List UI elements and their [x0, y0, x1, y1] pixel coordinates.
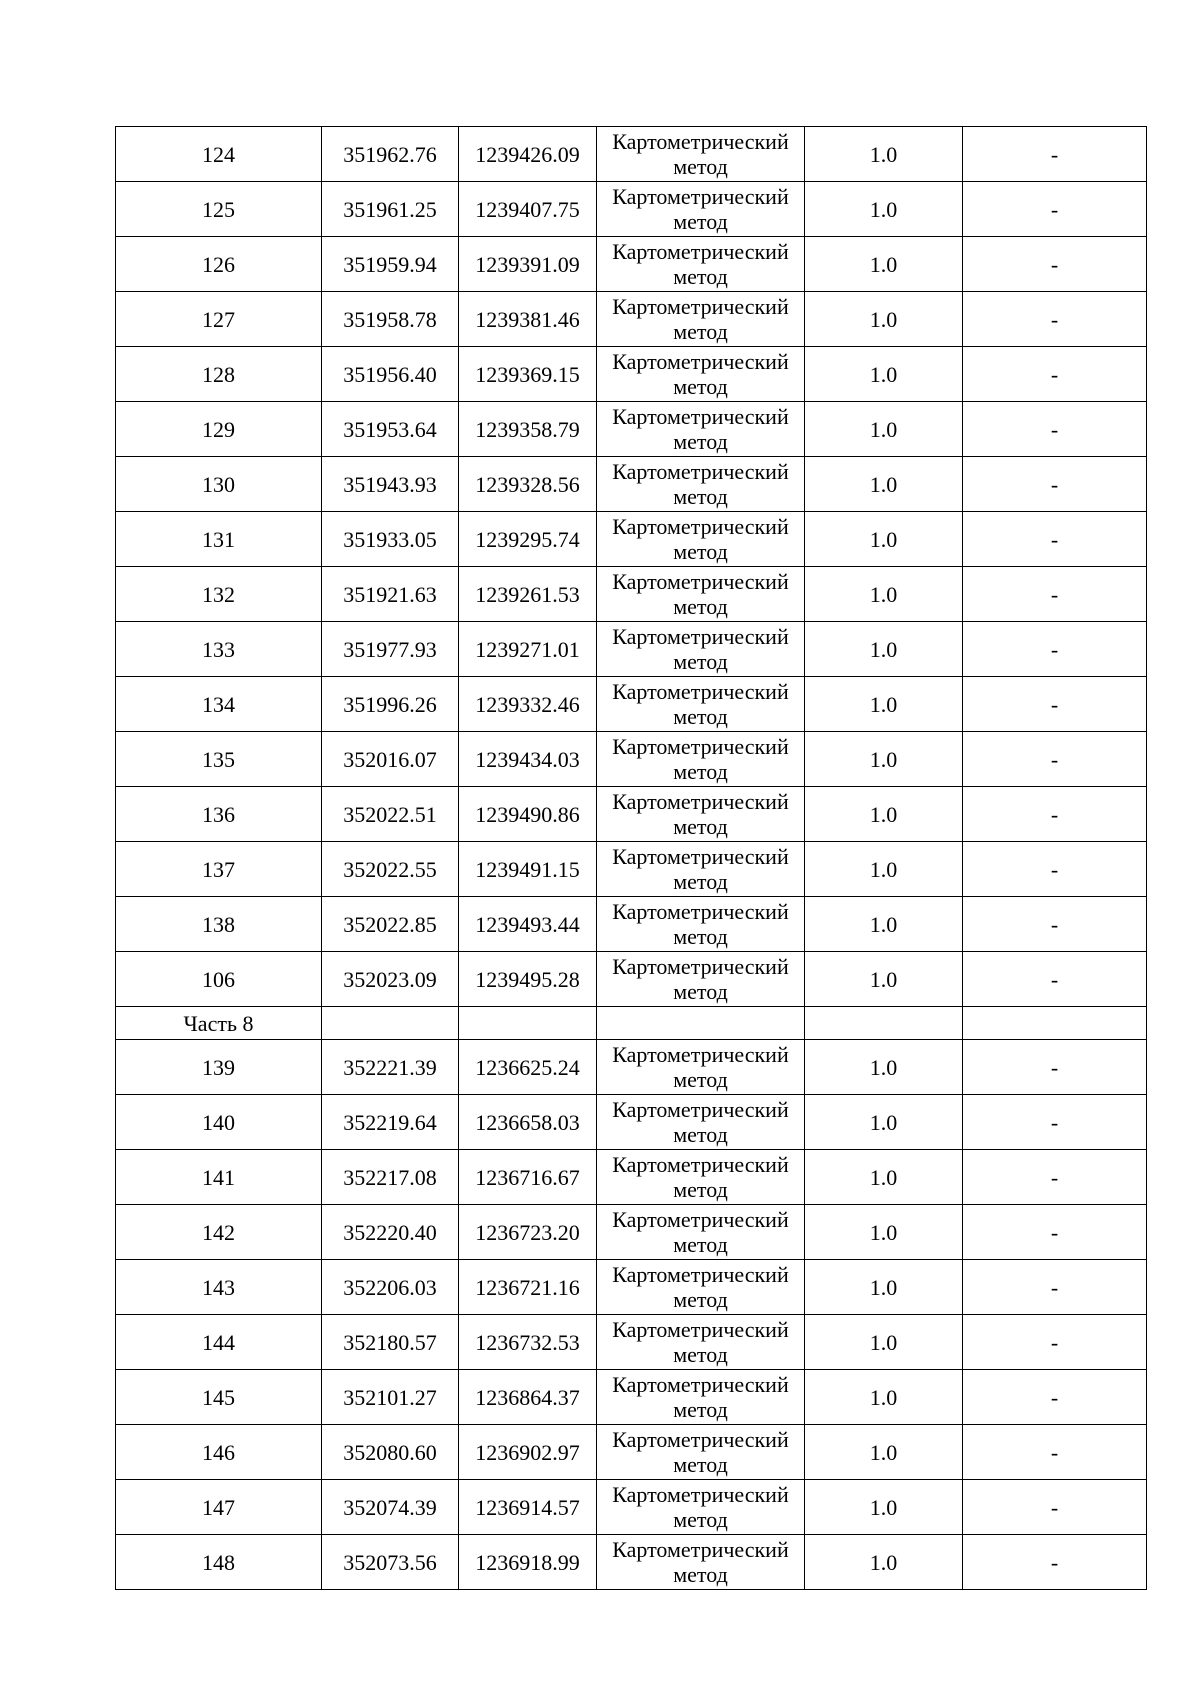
description-cell: -	[963, 1425, 1147, 1480]
table-row	[116, 677, 1147, 732]
x-coordinate-cell: 351943.93	[322, 457, 459, 512]
description-cell: -	[963, 292, 1147, 347]
y-coordinate-cell: 1239495.28	[459, 952, 597, 1007]
precision-cell: 1.0	[805, 292, 963, 347]
method-line-1: Картометрический	[612, 1537, 789, 1562]
precision-cell: 1.0	[805, 347, 963, 402]
point-number-cell: 133	[116, 622, 322, 677]
method-cell	[597, 567, 805, 622]
description-cell: -	[963, 182, 1147, 237]
precision-cell: 1.0	[805, 1150, 963, 1205]
table-row	[116, 1315, 1147, 1370]
table-row	[116, 952, 1147, 1007]
method-line-1: Картометрический	[612, 899, 789, 924]
method-line-1: Картометрический	[612, 129, 789, 154]
point-number-cell: 135	[116, 732, 322, 787]
x-coordinate-cell: 352219.64	[322, 1095, 459, 1150]
precision-cell: 1.0	[805, 1315, 963, 1370]
method-cell	[597, 1535, 805, 1590]
method-line-2: метод	[673, 924, 728, 949]
table-row	[116, 512, 1147, 567]
y-coordinate-cell: 1239295.74	[459, 512, 597, 567]
method-line-2: метод	[673, 759, 728, 784]
table-row	[116, 567, 1147, 622]
precision-cell: 1.0	[805, 457, 963, 512]
precision-cell: 1.0	[805, 1480, 963, 1535]
method-line-1: Картометрический	[612, 459, 789, 484]
description-cell: -	[963, 127, 1147, 182]
method-cell	[597, 1260, 805, 1315]
method-cell	[597, 1205, 805, 1260]
method-cell	[597, 402, 805, 457]
precision-cell: 1.0	[805, 182, 963, 237]
table-row	[116, 457, 1147, 512]
y-coordinate-cell: 1239391.09	[459, 237, 597, 292]
y-coordinate-cell: 1236721.16	[459, 1260, 597, 1315]
y-coordinate-cell: 1236625.24	[459, 1040, 597, 1095]
method-line-2: метод	[673, 374, 728, 399]
method-line-1: Картометрический	[612, 239, 789, 264]
y-coordinate-cell: 1239369.15	[459, 347, 597, 402]
table-row	[116, 1370, 1147, 1425]
point-number-cell: 125	[116, 182, 322, 237]
precision-cell: 1.0	[805, 1095, 963, 1150]
method-line-1: Картометрический	[612, 1317, 789, 1342]
table-row	[116, 1260, 1147, 1315]
point-number-cell: 143	[116, 1260, 322, 1315]
table-row	[116, 1480, 1147, 1535]
method-line-2: метод	[673, 209, 728, 234]
description-cell: -	[963, 512, 1147, 567]
method-cell	[597, 512, 805, 567]
x-coordinate-cell: 352220.40	[322, 1205, 459, 1260]
method-line-1: Картометрический	[612, 1372, 789, 1397]
method-line-1: Картометрический	[612, 1207, 789, 1232]
point-number-cell: 136	[116, 787, 322, 842]
coordinates-table	[115, 126, 1147, 1590]
x-coordinate-cell: 351956.40	[322, 347, 459, 402]
point-number-cell: 141	[116, 1150, 322, 1205]
method-cell	[597, 1150, 805, 1205]
precision-cell: 1.0	[805, 512, 963, 567]
method-line-1: Картометрический	[612, 1097, 789, 1122]
point-number-cell: 140	[116, 1095, 322, 1150]
precision-cell: 1.0	[805, 842, 963, 897]
x-coordinate-cell: 351921.63	[322, 567, 459, 622]
method-cell	[597, 732, 805, 787]
table-row	[116, 1040, 1147, 1095]
precision-cell: 1.0	[805, 567, 963, 622]
x-coordinate-cell: 352180.57	[322, 1315, 459, 1370]
y-coordinate-cell: 1236902.97	[459, 1425, 597, 1480]
table-row	[116, 1535, 1147, 1590]
method-line-2: метод	[673, 1067, 728, 1092]
description-cell: -	[963, 952, 1147, 1007]
table-row	[116, 127, 1147, 182]
method-line-2: метод	[673, 1452, 728, 1477]
empty-cell	[322, 1007, 459, 1040]
point-number-cell: 128	[116, 347, 322, 402]
x-coordinate-cell: 351959.94	[322, 237, 459, 292]
method-line-2: метод	[673, 1397, 728, 1422]
y-coordinate-cell: 1239381.46	[459, 292, 597, 347]
method-line-1: Картометрический	[612, 1042, 789, 1067]
y-coordinate-cell: 1239407.75	[459, 182, 597, 237]
method-line-2: метод	[673, 979, 728, 1004]
method-cell	[597, 127, 805, 182]
table-row	[116, 237, 1147, 292]
precision-cell: 1.0	[805, 622, 963, 677]
description-cell: -	[963, 897, 1147, 952]
precision-cell: 1.0	[805, 127, 963, 182]
y-coordinate-cell: 1239328.56	[459, 457, 597, 512]
table-row	[116, 622, 1147, 677]
precision-cell: 1.0	[805, 897, 963, 952]
method-line-2: метод	[673, 1507, 728, 1532]
x-coordinate-cell: 351933.05	[322, 512, 459, 567]
method-line-2: метод	[673, 1177, 728, 1202]
point-number-cell: 134	[116, 677, 322, 732]
y-coordinate-cell: 1239332.46	[459, 677, 597, 732]
method-line-2: метод	[673, 649, 728, 674]
table-row	[116, 347, 1147, 402]
point-number-cell: 132	[116, 567, 322, 622]
precision-cell: 1.0	[805, 1260, 963, 1315]
y-coordinate-cell: 1236723.20	[459, 1205, 597, 1260]
method-line-1: Картометрический	[612, 679, 789, 704]
y-coordinate-cell: 1239491.15	[459, 842, 597, 897]
empty-cell	[459, 1007, 597, 1040]
method-line-1: Картометрический	[612, 514, 789, 539]
description-cell: -	[963, 1040, 1147, 1095]
description-cell: -	[963, 1095, 1147, 1150]
table-row	[116, 732, 1147, 787]
y-coordinate-cell: 1239426.09	[459, 127, 597, 182]
method-cell	[597, 622, 805, 677]
table-row	[116, 897, 1147, 952]
x-coordinate-cell: 351958.78	[322, 292, 459, 347]
method-line-2: метод	[673, 264, 728, 289]
point-number-cell: 148	[116, 1535, 322, 1590]
precision-cell: 1.0	[805, 1370, 963, 1425]
y-coordinate-cell: 1236864.37	[459, 1370, 597, 1425]
point-number-cell: 137	[116, 842, 322, 897]
y-coordinate-cell: 1239434.03	[459, 732, 597, 787]
method-line-1: Картометрический	[612, 349, 789, 374]
method-cell	[597, 1315, 805, 1370]
precision-cell: 1.0	[805, 732, 963, 787]
x-coordinate-cell: 352101.27	[322, 1370, 459, 1425]
point-number-cell: 106	[116, 952, 322, 1007]
x-coordinate-cell: 351961.25	[322, 182, 459, 237]
method-line-2: метод	[673, 1287, 728, 1312]
point-number-cell: 146	[116, 1425, 322, 1480]
section-row	[116, 1007, 1147, 1040]
point-number-cell: 130	[116, 457, 322, 512]
empty-cell	[805, 1007, 963, 1040]
method-cell	[597, 292, 805, 347]
point-number-cell: 145	[116, 1370, 322, 1425]
method-line-1: Картометрический	[612, 1262, 789, 1287]
description-cell: -	[963, 1315, 1147, 1370]
method-cell	[597, 1425, 805, 1480]
x-coordinate-cell: 352074.39	[322, 1480, 459, 1535]
empty-cell	[597, 1007, 805, 1040]
description-cell: -	[963, 402, 1147, 457]
method-line-2: метод	[673, 539, 728, 564]
point-number-cell: 144	[116, 1315, 322, 1370]
precision-cell: 1.0	[805, 1205, 963, 1260]
description-cell: -	[963, 622, 1147, 677]
point-number-cell: 127	[116, 292, 322, 347]
precision-cell: 1.0	[805, 1535, 963, 1590]
table-row	[116, 182, 1147, 237]
point-number-cell: 142	[116, 1205, 322, 1260]
method-cell	[597, 1040, 805, 1095]
x-coordinate-cell: 352080.60	[322, 1425, 459, 1480]
method-line-2: метод	[673, 154, 728, 179]
x-coordinate-cell: 352023.09	[322, 952, 459, 1007]
method-cell	[597, 347, 805, 402]
y-coordinate-cell: 1236716.67	[459, 1150, 597, 1205]
precision-cell: 1.0	[805, 952, 963, 1007]
description-cell: -	[963, 567, 1147, 622]
method-cell	[597, 787, 805, 842]
y-coordinate-cell: 1236658.03	[459, 1095, 597, 1150]
y-coordinate-cell: 1239358.79	[459, 402, 597, 457]
method-line-1: Картометрический	[612, 734, 789, 759]
y-coordinate-cell: 1236918.99	[459, 1535, 597, 1590]
method-line-1: Картометрический	[612, 1482, 789, 1507]
point-number-cell: 147	[116, 1480, 322, 1535]
x-coordinate-cell: 352217.08	[322, 1150, 459, 1205]
method-line-2: метод	[673, 1232, 728, 1257]
table-row	[116, 787, 1147, 842]
method-cell	[597, 1095, 805, 1150]
method-line-1: Картометрический	[612, 294, 789, 319]
method-line-2: метод	[673, 319, 728, 344]
y-coordinate-cell: 1236914.57	[459, 1480, 597, 1535]
table-row	[116, 402, 1147, 457]
precision-cell: 1.0	[805, 237, 963, 292]
method-line-2: метод	[673, 429, 728, 454]
description-cell: -	[963, 842, 1147, 897]
point-number-cell: 131	[116, 512, 322, 567]
method-line-1: Картометрический	[612, 184, 789, 209]
section-label: Часть 8	[116, 1007, 322, 1040]
x-coordinate-cell: 352016.07	[322, 732, 459, 787]
method-line-1: Картометрический	[612, 954, 789, 979]
table-row	[116, 1095, 1147, 1150]
x-coordinate-cell: 352206.03	[322, 1260, 459, 1315]
method-line-1: Картометрический	[612, 569, 789, 594]
method-line-1: Картометрический	[612, 844, 789, 869]
point-number-cell: 138	[116, 897, 322, 952]
description-cell: -	[963, 1480, 1147, 1535]
description-cell: -	[963, 1260, 1147, 1315]
method-line-2: метод	[673, 869, 728, 894]
y-coordinate-cell: 1239271.01	[459, 622, 597, 677]
description-cell: -	[963, 1370, 1147, 1425]
x-coordinate-cell: 352073.56	[322, 1535, 459, 1590]
point-number-cell: 124	[116, 127, 322, 182]
method-line-2: метод	[673, 594, 728, 619]
coordinates-table-body	[116, 127, 1147, 1590]
y-coordinate-cell: 1236732.53	[459, 1315, 597, 1370]
precision-cell: 1.0	[805, 402, 963, 457]
method-cell	[597, 182, 805, 237]
x-coordinate-cell: 351996.26	[322, 677, 459, 732]
method-cell	[597, 1480, 805, 1535]
table-row	[116, 1205, 1147, 1260]
y-coordinate-cell: 1239261.53	[459, 567, 597, 622]
table-row	[116, 842, 1147, 897]
description-cell: -	[963, 787, 1147, 842]
method-cell	[597, 1370, 805, 1425]
precision-cell: 1.0	[805, 1040, 963, 1095]
method-line-2: метод	[673, 1342, 728, 1367]
point-number-cell: 129	[116, 402, 322, 457]
empty-cell	[963, 1007, 1147, 1040]
method-cell	[597, 457, 805, 512]
x-coordinate-cell: 351977.93	[322, 622, 459, 677]
description-cell: -	[963, 1205, 1147, 1260]
x-coordinate-cell: 351962.76	[322, 127, 459, 182]
x-coordinate-cell: 351953.64	[322, 402, 459, 457]
method-line-1: Картометрический	[612, 1152, 789, 1177]
table-row	[116, 1425, 1147, 1480]
method-line-2: метод	[673, 704, 728, 729]
precision-cell: 1.0	[805, 1425, 963, 1480]
method-line-1: Картометрический	[612, 624, 789, 649]
point-number-cell: 126	[116, 237, 322, 292]
description-cell: -	[963, 1535, 1147, 1590]
method-cell	[597, 677, 805, 732]
method-cell	[597, 952, 805, 1007]
method-cell	[597, 842, 805, 897]
x-coordinate-cell: 352022.51	[322, 787, 459, 842]
precision-cell: 1.0	[805, 787, 963, 842]
table-row	[116, 1150, 1147, 1205]
method-cell	[597, 897, 805, 952]
method-line-1: Картометрический	[612, 404, 789, 429]
method-line-2: метод	[673, 484, 728, 509]
method-line-2: метод	[673, 1562, 728, 1587]
method-cell	[597, 237, 805, 292]
precision-cell: 1.0	[805, 677, 963, 732]
description-cell: -	[963, 1150, 1147, 1205]
x-coordinate-cell: 352022.85	[322, 897, 459, 952]
x-coordinate-cell: 352221.39	[322, 1040, 459, 1095]
table-row	[116, 292, 1147, 347]
method-line-2: метод	[673, 1122, 728, 1147]
x-coordinate-cell: 352022.55	[322, 842, 459, 897]
method-line-1: Картометрический	[612, 789, 789, 814]
y-coordinate-cell: 1239490.86	[459, 787, 597, 842]
description-cell: -	[963, 347, 1147, 402]
method-line-1: Картометрический	[612, 1427, 789, 1452]
y-coordinate-cell: 1239493.44	[459, 897, 597, 952]
method-line-2: метод	[673, 814, 728, 839]
description-cell: -	[963, 732, 1147, 787]
description-cell: -	[963, 457, 1147, 512]
description-cell: -	[963, 237, 1147, 292]
point-number-cell: 139	[116, 1040, 322, 1095]
description-cell: -	[963, 677, 1147, 732]
